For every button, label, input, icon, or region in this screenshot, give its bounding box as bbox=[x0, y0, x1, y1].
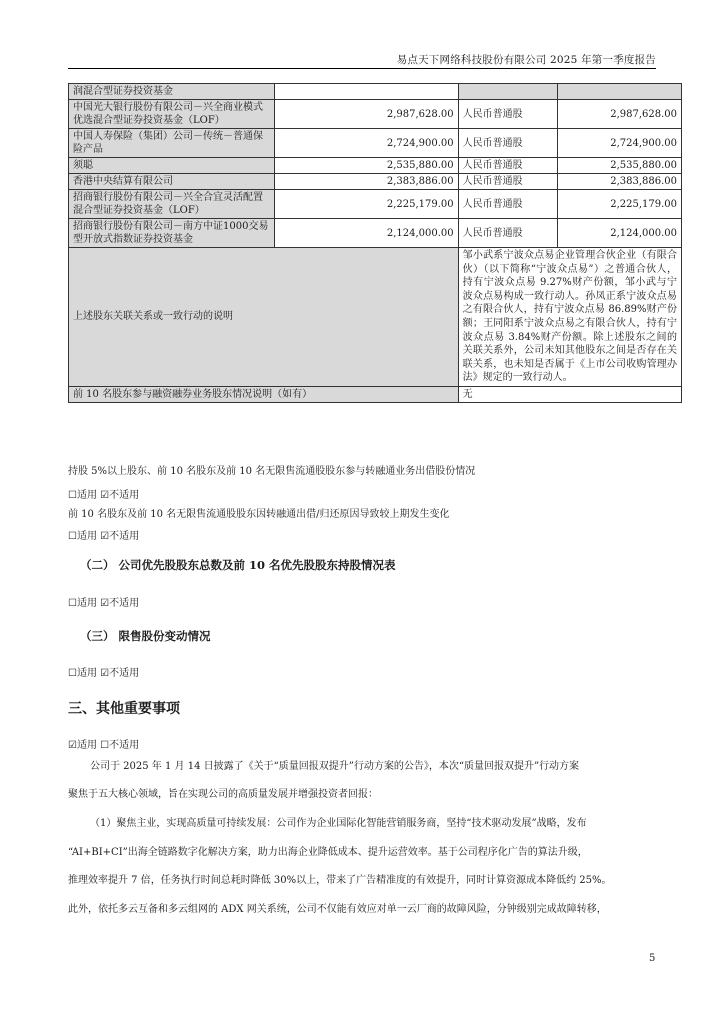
section-title: 三、其他重要事项 bbox=[68, 701, 180, 717]
table-row bbox=[69, 100, 682, 129]
body-paragraph-line: （1）聚焦主业，实现高质量可持续发展：公司作为企业国际化智能营销服务商，坚持“技术驱动发展”战略，发布 bbox=[90, 818, 587, 829]
body-paragraph-line: 此外，依托多云互备和多云组网的 ADX 网关系统，公司不仅能有效应对单一云厂商的故障风险，分钟级别完成故障转移， bbox=[68, 904, 607, 915]
checkbox-line: ☐适用 ☑不适用 bbox=[68, 531, 140, 542]
share-type: 人民币普通股 bbox=[458, 174, 557, 190]
table-row bbox=[69, 190, 682, 219]
share-type: 人民币普通股 bbox=[458, 129, 557, 158]
body-paragraph-line: 聚焦于五大核心领域，旨在实现公司的高质量发展并增强投资者回报： bbox=[68, 789, 378, 800]
holder-name: 须聪 bbox=[69, 158, 275, 174]
table-row bbox=[69, 219, 682, 248]
share-count: 2,724,900.00 bbox=[557, 129, 681, 158]
holder-shares: 2,987,628.00 bbox=[274, 100, 458, 129]
checkbox-line: ☑适用 ☐不适用 bbox=[68, 740, 140, 751]
holder-name: 招商银行股份有限公司－南方中证1000交易型开放式指数证券投资基金 bbox=[69, 219, 275, 248]
holder-name: 润混合型证券投资基金 bbox=[69, 84, 275, 100]
change-line: 前 10 名股东及前 10 名无限售流通股股东因转融通出借/归还原因导致较上期发生变化 bbox=[68, 509, 450, 520]
share-type: 人民币普通股 bbox=[458, 190, 557, 219]
holder-name: 招商银行股份有限公司－兴全合宜灵活配置混合型证券投资基金（LOF） bbox=[69, 190, 275, 219]
margin-row bbox=[69, 386, 682, 402]
margin-label: 前 10 名股东参与融资融券业务股东情况说明（如有） bbox=[69, 386, 459, 402]
holder-shares: 2,225,179.00 bbox=[274, 190, 458, 219]
share-type: 人民币普通股 bbox=[458, 100, 557, 129]
share-count: 2,383,886.00 bbox=[557, 174, 681, 190]
header-rule bbox=[68, 68, 656, 69]
share-count: 2,987,628.00 bbox=[557, 100, 681, 129]
checkbox-line: ☐适用 ☑不适用 bbox=[68, 598, 140, 609]
page-number: 5 bbox=[649, 953, 656, 964]
holder-shares: 2,383,886.00 bbox=[274, 174, 458, 190]
lending-line: 持股 5%以上股东、前 10 名股东及前 10 名无限售流通股股东参与转融通业务出借股份情况 bbox=[68, 466, 476, 477]
holder-shares: 2,124,000.00 bbox=[274, 219, 458, 248]
holder-name: 香港中央结算有限公司 bbox=[69, 174, 275, 190]
relation-text: 邹小武系宁波众点易企业管理合伙企业（有限合伙）（以下简称“宁波众点易”）之普通合伙人，持有宁波众点易 9.27%财产份额，邹小武与宁波众点易构成一致行动人。孙凤正系宁波众点易之有限合伙人，持有宁波众点易 86.89%财产份额；王同阳系宁波众点易之有限合伙人，持有宁波众点易 3.84%财产份额。除上述股东之间的关联关系外，公司未知其他股东之间是否存在关联关系，也未知是否属于《上市公司收购管理办法》规定的一致行动人。 bbox=[458, 248, 681, 387]
body-paragraph-line: 公司于 2025 年 1 月 14 日披露了《关于“质量回报双提升”行动方案的公告》，本次“质量回报双提升”行动方案 bbox=[90, 761, 580, 772]
report-header: 易点天下网络科技股份有限公司 2025 年第一季度报告 bbox=[396, 54, 656, 66]
section-heading: （三） 限售股份变动情况 bbox=[80, 629, 211, 643]
share-count: 2,535,880.00 bbox=[557, 158, 681, 174]
table-row bbox=[69, 129, 682, 158]
holder-shares: 2,535,880.00 bbox=[274, 158, 458, 174]
share-type: 人民币普通股 bbox=[458, 158, 557, 174]
holder-name: 中国光大银行股份有限公司－兴全商业模式优选混合型证券投资基金（LOF） bbox=[69, 100, 275, 129]
checkbox-line: ☐适用 ☑不适用 bbox=[68, 490, 140, 501]
relation-row bbox=[69, 248, 682, 387]
section-heading: （二） 公司优先股股东总数及前 10 名优先股股东持股情况表 bbox=[80, 558, 396, 572]
table-row bbox=[69, 84, 682, 100]
body-paragraph-line: “AI+BI+CI”出海全链路数字化解决方案，助力出海企业降低成本、提升运营效率。基于公司程序化广告的算法升级， bbox=[68, 847, 588, 858]
shareholder-table bbox=[68, 83, 682, 403]
body-paragraph-line: 推理效率提升 7 倍，任务执行时间总耗时降低 30%以上，带来了广告精准度的有效提升，同时计算资源成本降低约 25%。 bbox=[68, 875, 612, 886]
share-count: 2,124,000.00 bbox=[557, 219, 681, 248]
table-row bbox=[69, 158, 682, 174]
share-type: 人民币普通股 bbox=[458, 219, 557, 248]
share-count: 2,225,179.00 bbox=[557, 190, 681, 219]
holder-shares: 2,724,900.00 bbox=[274, 129, 458, 158]
relation-label: 上述股东关联关系或一致行动的说明 bbox=[69, 248, 459, 387]
checkbox-line: ☐适用 ☑不适用 bbox=[68, 668, 140, 679]
margin-value: 无 bbox=[458, 386, 681, 402]
holder-name: 中国人寿保险（集团）公司－传统－普通保险产品 bbox=[69, 129, 275, 158]
table-row bbox=[69, 174, 682, 190]
